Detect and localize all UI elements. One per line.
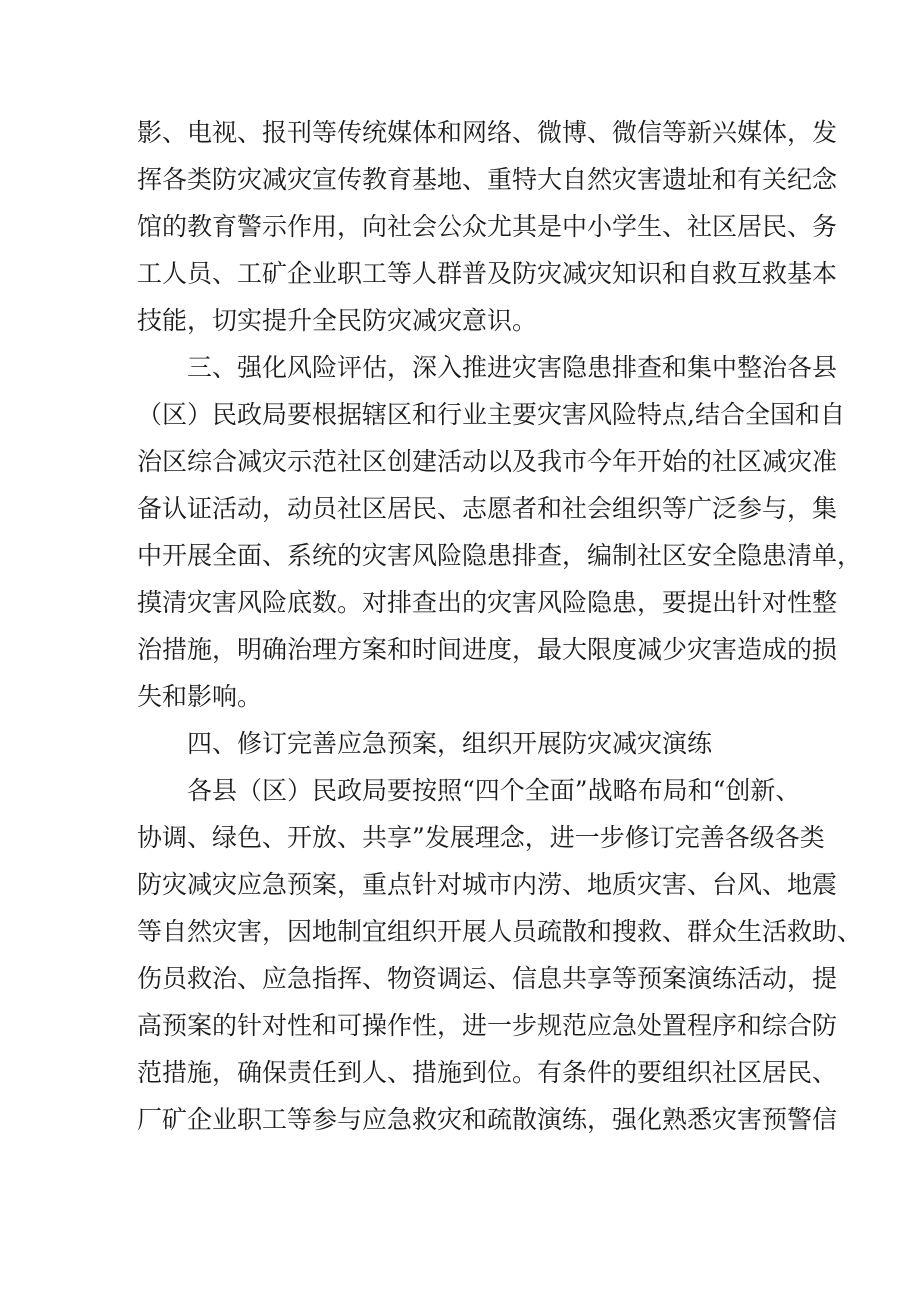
section-heading-3: 三、强化风险评估，深入推进灾害隐患排查和集中整治各县 (187, 353, 838, 382)
body-text (137, 109, 863, 1143)
text-line: 中开展全面、系统的灾害风险隐患排查，编制社区安全隐患清单， (137, 541, 863, 570)
text-line: 失和影响。 (137, 682, 263, 711)
text-line: 防灾减灾应急预案，重点针对城市内涝、地质灾害、台风、地震 (137, 870, 838, 899)
text-line: 治区综合减灾示范社区创建活动以及我市今年开始的社区减灾准 (137, 447, 838, 476)
text-line: 工人员、工矿企业职工等人群普及防灾减灾知识和自救互救基本 (137, 259, 838, 288)
text-line: 馆的教育警示作用，向社会公众尤其是中小学生、社区居民、务 (137, 212, 838, 241)
text-line: 等自然灾害，因地制宜组织开展人员疏散和搜救、群众生活救助、 (137, 917, 863, 946)
text-line: 协调、绿色、开放、共享”发展理念，进一步修订完善各级各类 (137, 823, 825, 852)
section-heading-4: 四、修订完善应急预案，组织开展防灾减灾演练 (187, 729, 713, 758)
paragraph-section-4-heading (137, 720, 817, 767)
text-line: 伤员救治、应急指挥、物资调运、信息共享等预案演练活动，提 (137, 964, 838, 993)
paragraph-emergency-plans (137, 767, 863, 1143)
paragraph-risk-assessment (137, 344, 863, 720)
text-line: （区）民政局要根据辖区和行业主要灾害风险特点,结合全国和自 (137, 400, 845, 429)
paragraph-public-education (137, 109, 838, 344)
text-line: 备认证活动，动员社区居民、志愿者和社会组织等广泛参与，集 (137, 494, 838, 523)
text-line: 高预案的针对性和可操作性，进一步规范应急处置程序和综合防 (137, 1011, 838, 1040)
text-line: 摸清灾害风险底数。对排查出的灾害风险隐患，要提出针对性整 (137, 588, 838, 617)
text-line: 各县（区）民政局要按照“四个全面”战略布局和“创新、 (187, 776, 801, 805)
text-line: 技能，切实提升全民防灾减灾意识。 (137, 306, 538, 335)
text-line: 影、电视、报刊等传统媒体和网络、微博、微信等新兴媒体，发 (137, 118, 838, 147)
text-line: 范措施，确保责任到人、措施到位。有条件的要组织社区居民、 (137, 1058, 838, 1087)
text-line: 治措施，明确治理方案和时间进度，最大限度减少灾害造成的损 (137, 635, 838, 664)
text-line: 挥各类防灾减灾宣传教育基地、重特大自然灾害遗址和有关纪念 (137, 165, 838, 194)
text-line: 厂矿企业职工等参与应急救灾和疏散演练，强化熟悉灾害预警信 (137, 1105, 838, 1134)
